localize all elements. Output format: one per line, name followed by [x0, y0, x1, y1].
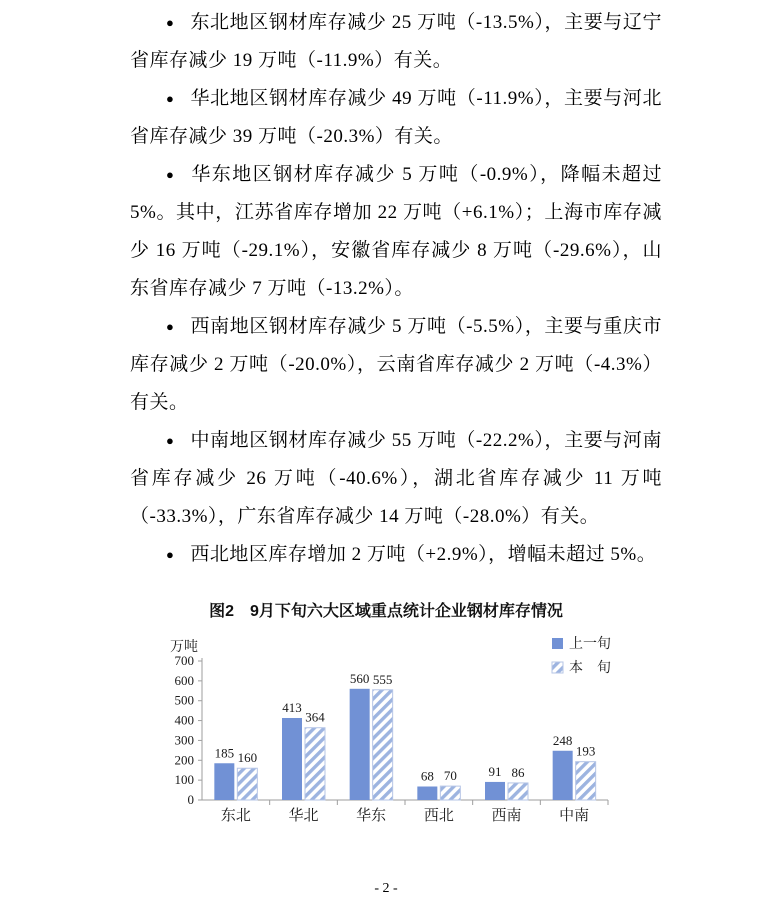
figure-title: 图2 9月下旬六大区域重点统计企业钢材库存情况: [209, 603, 563, 620]
svg-text:364: 364: [305, 709, 325, 725]
bullet-icon: ●: [166, 547, 175, 562]
body-text: [130, 4, 662, 574]
svg-text:200: 200: [174, 752, 194, 768]
svg-text:0: 0: [187, 792, 194, 807]
svg-text:160: 160: [237, 750, 258, 766]
bullet-text: 西南地区钢材库存减少 5 万吨（-5.5%），主要与重庆市库存减少 2 万吨（-20.0%），云南省库存减少 2 万吨（-4.3%）有关。: [130, 316, 662, 413]
page-number: - 2 -: [374, 881, 398, 896]
svg-text:248: 248: [552, 732, 573, 748]
bullet-icon: ●: [166, 91, 175, 106]
svg-text:600: 600: [174, 672, 194, 688]
svg-text:555: 555: [372, 671, 393, 687]
bullet-icon: ●: [166, 433, 175, 448]
svg-text:68: 68: [420, 768, 434, 784]
bar-chart: [100, 633, 720, 838]
svg-text:185: 185: [214, 745, 235, 761]
svg-text:华北: 华北: [288, 808, 319, 824]
bullet-paragraph: [130, 422, 662, 536]
svg-text:300: 300: [174, 732, 194, 748]
svg-text:上一旬: 上一旬: [569, 637, 611, 652]
bullet-paragraph: [130, 536, 662, 574]
svg-text:中南: 中南: [559, 808, 590, 824]
svg-text:70: 70: [443, 768, 457, 784]
bullet-paragraph: [130, 80, 662, 156]
bullet-icon: ●: [166, 319, 175, 334]
bullet-icon: ●: [166, 167, 175, 182]
bullet-text: 华北地区钢材库存减少 49 万吨（-11.9%），主要与河北省库存减少 39 万吨（-20.3%）有关。: [130, 88, 662, 147]
bullet-text: 中南地区钢材库存减少 55 万吨（-22.2%），主要与河南省库存减少 26 万吨（-40.6%），湖北省库存减少 11 万吨（-33.3%），广东省库存减少 14 万吨（-28.0%）有关。: [130, 430, 662, 527]
svg-text:本 旬: 本 旬: [569, 661, 611, 676]
svg-text:193: 193: [575, 743, 596, 759]
bullet-text: 西北地区库存增加 2 万吨（+2.9%），增幅未超过 5%。: [190, 544, 657, 565]
svg-text:86: 86: [511, 764, 525, 780]
svg-text:91: 91: [488, 763, 502, 779]
bullet-paragraph: [130, 156, 662, 308]
svg-text:华东: 华东: [356, 808, 387, 824]
bullet-icon: ●: [166, 15, 175, 30]
bullet-paragraph: [130, 4, 662, 80]
svg-text:400: 400: [174, 712, 194, 728]
svg-text:西北: 西北: [423, 808, 454, 824]
svg-text:万吨: 万吨: [170, 640, 198, 655]
svg-text:西南: 西南: [491, 808, 522, 824]
svg-text:500: 500: [174, 692, 194, 708]
svg-text:100: 100: [174, 772, 194, 788]
bullet-text: 华东地区钢材库存减少 5 万吨（-0.9%），降幅未超过 5%。其中，江苏省库存增加 22 万吨（+6.1%）；上海市库存减少 16 万吨（-29.1%），安徽省库存减少 8 万吨（-29.6%），山东省库存减少 7 万吨（-13.2%）。: [130, 164, 662, 299]
svg-text:东北: 东北: [220, 808, 251, 824]
bullet-paragraph: [130, 308, 662, 422]
svg-text:700: 700: [174, 653, 194, 668]
svg-text:560: 560: [349, 670, 370, 686]
bullet-text: 东北地区钢材库存减少 25 万吨（-13.5%），主要与辽宁省库存减少 19 万吨（-11.9%）有关。: [130, 12, 662, 71]
svg-text:413: 413: [282, 699, 302, 715]
